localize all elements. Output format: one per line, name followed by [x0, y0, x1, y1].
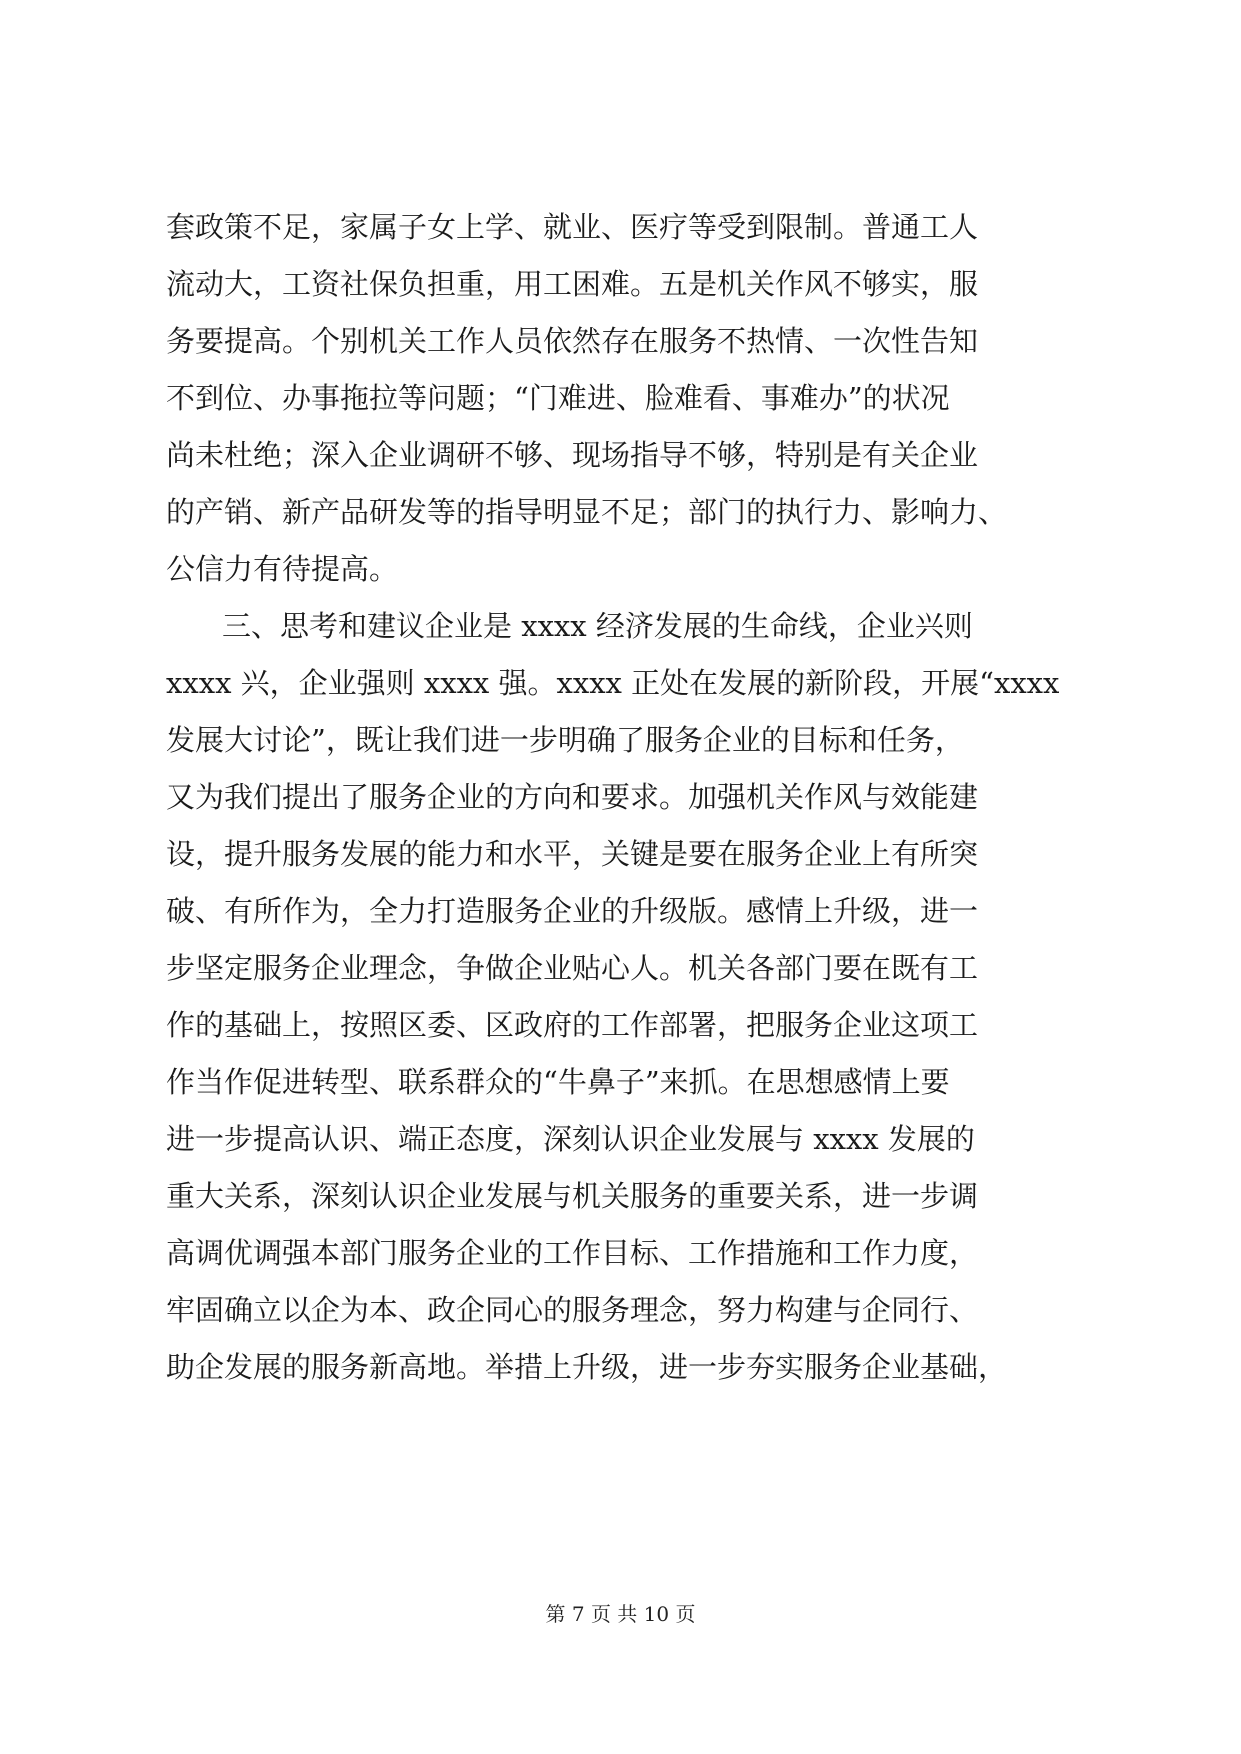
body-text-line: 作的基础上，按照区委、区政府的工作部署，把服务企业这项工 — [166, 1008, 979, 1042]
body-text-line: 尚未杜绝；深入企业调研不够、现场指导不够，特别是有关企业 — [166, 438, 979, 472]
body-text-line: 高调优调强本部门服务企业的工作目标、工作措施和工作力度， — [166, 1236, 979, 1270]
body-text-line: 设，提升服务发展的能力和水平，关键是要在服务企业上有所突 — [166, 837, 979, 871]
body-text-line: 不到位、办事拖拉等问题；“门难进、脸难看、事难办”的状况 — [166, 381, 950, 415]
body-text-line: 步坚定服务企业理念，争做企业贴心人。机关各部门要在既有工 — [166, 951, 979, 985]
body-text-line: 又为我们提出了服务企业的方向和要求。加强机关作风与效能建 — [166, 780, 979, 814]
page-footer: 第 7 页 共 10 页 — [545, 1602, 696, 1626]
body-text-line: 发展大讨论”，既让我们进一步明确了服务企业的目标和任务， — [166, 723, 964, 757]
body-text-line: 进一步提高认识、端正态度，深刻认识企业发展与 xxxx 发展的 — [166, 1122, 975, 1156]
paragraph-start-line: 三、思考和建议企业是 xxxx 经济发展的生命线，企业兴则 — [222, 609, 973, 643]
body-text-line: 公信力有待提高。 — [166, 552, 399, 586]
body-text-line: 助企发展的服务新高地。举措上升级，进一步夯实服务企业基础， — [166, 1350, 1008, 1384]
body-text-line: 破、有所作为，全力打造服务企业的升级版。感情上升级，进一 — [166, 894, 979, 928]
body-text-line: 牢固确立以企为本、政企同心的服务理念，努力构建与企同行、 — [166, 1293, 979, 1327]
body-text-line: xxxx 兴，企业强则 xxxx 强。xxxx 正处在发展的新阶段，开展“xxxx — [166, 666, 1060, 700]
body-text-line: 作当作促进转型、联系群众的“牛鼻子”来抓。在思想感情上要 — [166, 1065, 950, 1099]
body-text-line: 流动大，工资社保负担重，用工困难。五是机关作风不够实，服 — [166, 267, 979, 301]
body-text-line: 务要提高。个别机关工作人员依然存在服务不热情、一次性告知 — [166, 324, 979, 358]
body-text-line: 套政策不足，家属子女上学、就业、医疗等受到限制。普通工人 — [166, 210, 979, 244]
body-text-line: 的产销、新产品研发等的指导明显不足；部门的执行力、影响力、 — [166, 495, 1008, 529]
body-text-line: 重大关系，深刻认识企业发展与机关服务的重要关系，进一步调 — [166, 1179, 979, 1213]
